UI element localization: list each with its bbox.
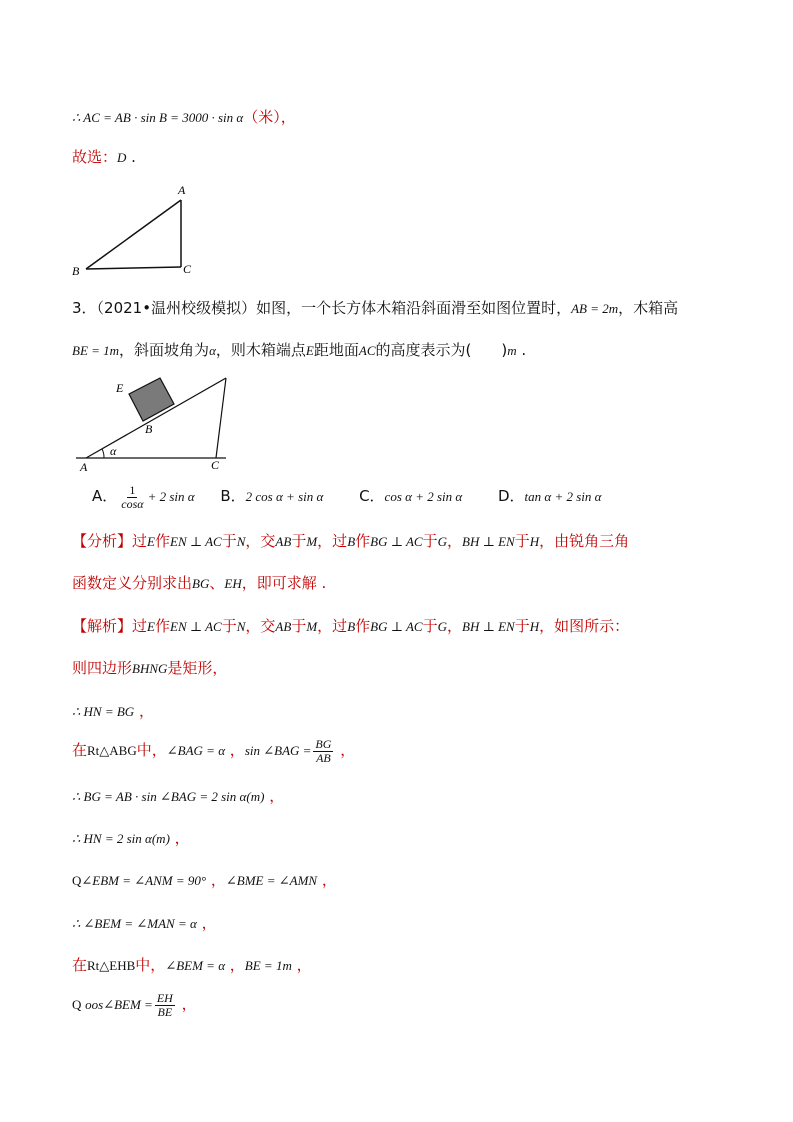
so-t3: 于: [221, 617, 237, 635]
fig2-label-e: E: [116, 381, 124, 395]
solution-tag: 【解析】: [72, 617, 133, 635]
so7-q: Q: [72, 873, 82, 888]
so4-fraction: [313, 738, 333, 765]
so4-den: AB: [316, 751, 331, 765]
an-m6: B: [347, 534, 356, 549]
so7-t: ，: [206, 871, 226, 889]
so8-end: ，: [196, 914, 217, 932]
option-b-label: B．: [220, 486, 246, 505]
an-m1: E: [147, 534, 155, 549]
so7-m2: ∠BME = ∠AMN: [225, 873, 318, 888]
an-t3: 于: [221, 532, 237, 550]
fig2-label-b: B: [145, 422, 153, 436]
so-t7: 作: [355, 617, 371, 635]
option-a-label: A．: [92, 486, 118, 505]
so4-tri: Rt△ABG: [87, 742, 137, 758]
an2-t3: ，即可求解 .: [241, 574, 327, 592]
fig2-label-c: C: [211, 458, 220, 472]
q3-alpha: α: [209, 343, 216, 358]
so8-m: ∴ ∠BEM = ∠MAN = α: [72, 916, 197, 931]
option-a-fraction: [119, 484, 145, 511]
wooden-box: [129, 378, 174, 421]
solution-line-4: [72, 738, 355, 765]
so9-t1: 在: [72, 956, 88, 974]
an2-t1: 函数定义分别求出: [72, 574, 193, 592]
an-t11: ，由锐角三角: [539, 532, 630, 550]
solution-line-3: [72, 700, 154, 723]
so-m8: G: [437, 619, 447, 634]
q3-text-f: 的高度表示为( ): [375, 341, 508, 359]
option-c-label: C．: [359, 486, 385, 505]
so10-fraction: [155, 992, 175, 1019]
an-m10: H: [529, 534, 540, 549]
so9-tri: Rt△EHB: [87, 958, 136, 973]
triangle-figure-1: [66, 180, 206, 280]
so3-m: ∴ HN = BG: [72, 704, 135, 719]
so2-t2: 是矩形，: [167, 659, 228, 677]
so-m4: AB: [275, 619, 292, 634]
so10-q: Q: [72, 996, 82, 1012]
an-m9: BH ⊥ EN: [462, 534, 515, 549]
so5-m: ∴ BG = AB · sin ∠BAG = 2 sin α(m): [72, 789, 265, 804]
so4-t2: 中，: [136, 740, 167, 759]
an-t7: 作: [355, 532, 371, 550]
option-b-value: 2 cos α + sin α: [245, 488, 324, 504]
fig2-label-a: A: [80, 460, 88, 474]
fig1-side-ba: [86, 200, 181, 269]
an2-t2: 、: [209, 574, 225, 592]
so-m6: B: [347, 619, 356, 634]
an-t10: 于: [514, 532, 530, 550]
fig1-label-b: B: [72, 264, 80, 278]
analysis-line-1: [72, 530, 629, 553]
answer-end: .: [126, 148, 136, 166]
an-m4: AB: [275, 534, 292, 549]
q3-ac: AC: [358, 343, 376, 358]
answer-label: 故选：: [72, 148, 118, 166]
so4-sin: sin ∠BAG =: [244, 742, 312, 758]
question-3-line-2: [72, 339, 526, 362]
q3-m: m: [507, 343, 517, 358]
so-t9: ，: [447, 617, 463, 635]
so-m10: H: [529, 619, 540, 634]
an-t1: 过: [132, 532, 148, 550]
so-m3: N: [236, 619, 246, 634]
an-t8: 于: [422, 532, 438, 550]
so-m9: BH ⊥ EN: [462, 619, 515, 634]
an-m2: EN ⊥ AC: [170, 534, 222, 549]
so3-end: ，: [134, 702, 154, 720]
so7-m: ∠EBM = ∠ANM = 90°: [81, 873, 207, 888]
answer-value: D: [117, 150, 127, 165]
fig2-right-side: [216, 378, 226, 458]
so9-t3: ，: [225, 956, 245, 974]
so-m5: M: [306, 619, 318, 634]
so2-t1: 则四边形: [72, 659, 133, 677]
solution-line-7: [72, 869, 337, 892]
so4-ang: ∠BAG = α: [166, 742, 226, 758]
slope-box-figure: [66, 370, 246, 478]
q3-ab: AB = 2m: [571, 301, 619, 316]
q3-text-c: ，斜面坡角为: [119, 341, 210, 359]
option-a[interactable]: [92, 483, 198, 511]
an-t5: 于: [291, 532, 307, 550]
fig2-angle-arc: [102, 449, 104, 458]
analysis-tag: 【分析】: [72, 532, 133, 550]
an-m5: M: [306, 534, 318, 549]
so-m1: E: [147, 619, 155, 634]
q3-text-d: ，则木箱端点: [215, 341, 306, 359]
so-t10: 于: [514, 617, 530, 635]
so2-m1: BHNG: [132, 661, 168, 676]
answer-line: [72, 146, 136, 169]
option-d-label: D．: [497, 486, 525, 505]
fig1-label-c: C: [183, 262, 192, 276]
answer-options: [92, 484, 601, 511]
an-m8: G: [437, 534, 447, 549]
solution-line-2: [72, 657, 227, 680]
question-3-line-1: [72, 297, 678, 320]
so9-be: BE = 1m: [244, 958, 292, 973]
solution-line-9: [72, 954, 312, 977]
analysis-line-2: [72, 572, 326, 595]
an-m7: BG ⊥ AC: [370, 534, 423, 549]
so9-ang: ∠BEM = α: [165, 958, 226, 973]
so4-end: ，: [335, 740, 356, 759]
solution-line-5: [72, 785, 284, 808]
option-d[interactable]: [497, 486, 602, 505]
unit-meters: （米），: [243, 108, 296, 126]
so-t8: 于: [422, 617, 438, 635]
so5-end: ，: [264, 787, 285, 805]
so10-m: oos∠BEM =: [85, 996, 153, 1012]
so10-den: BE: [157, 1005, 173, 1019]
so9-t2: 中，: [135, 956, 166, 974]
so-t4: ，交: [245, 617, 276, 635]
ac-formula: ∴ AC = AB · sin B = 3000 · sin α: [72, 110, 244, 125]
solution-line-1: [72, 615, 629, 638]
option-c-value: cos α + 2 sin α: [384, 488, 463, 504]
so10-end: ，: [176, 994, 197, 1013]
solution-line-10: [72, 992, 197, 1019]
q3-e: E: [305, 343, 314, 358]
so-t5: 于: [291, 617, 307, 635]
so6-end: ，: [169, 829, 190, 847]
so7-end: ，: [317, 871, 337, 889]
an-m3: N: [236, 534, 246, 549]
q3-text-a: 如图，一个长方体木箱沿斜面滑至如图位置时，: [256, 299, 572, 317]
q3-be: BE = 1m: [72, 343, 120, 358]
an-t4: ，交: [245, 532, 276, 550]
q3-end: .: [516, 341, 527, 359]
so-m7: BG ⊥ AC: [370, 619, 423, 634]
so4-t1: 在: [72, 740, 88, 759]
an-t9: ，: [447, 532, 463, 550]
so-m2: EN ⊥ AC: [170, 619, 222, 634]
q3-text-e: 距地面: [313, 341, 359, 359]
question-number: 3．: [72, 299, 97, 317]
so4-t3: ，: [225, 740, 245, 759]
fig1-label-a: A: [178, 183, 186, 197]
option-b[interactable]: [220, 486, 327, 505]
proof-line-ac: [72, 106, 296, 129]
so10-num: EH: [156, 991, 173, 1005]
option-a-rest: + 2 sin α: [147, 488, 195, 504]
question-source: （2021•温州校级模拟）: [96, 299, 257, 317]
so9-end: ，: [291, 956, 312, 974]
so-t1: 过: [132, 617, 148, 635]
an2-m2: EH: [224, 576, 242, 591]
so-t2: 作: [154, 617, 170, 635]
so-t11: ，如图所示：: [539, 617, 630, 635]
option-a-den: cosα: [121, 497, 144, 511]
solution-line-6: [72, 827, 190, 850]
option-c[interactable]: [359, 486, 466, 505]
fig2-label-alpha: α: [110, 444, 117, 458]
option-d-value: tan α + 2 sin α: [524, 488, 602, 504]
an-t2: 作: [154, 532, 170, 550]
an-t6: ，过: [317, 532, 348, 550]
so-t6: ，过: [317, 617, 348, 635]
so4-num: BG: [315, 737, 332, 751]
option-a-num: 1: [129, 483, 136, 497]
q3-text-b: ，木箱高: [618, 299, 679, 317]
an2-m1: BG: [192, 576, 210, 591]
solution-line-8: [72, 912, 217, 935]
so6-m: ∴ HN = 2 sin α(m): [72, 831, 170, 846]
fig1-side-bc: [86, 267, 181, 269]
